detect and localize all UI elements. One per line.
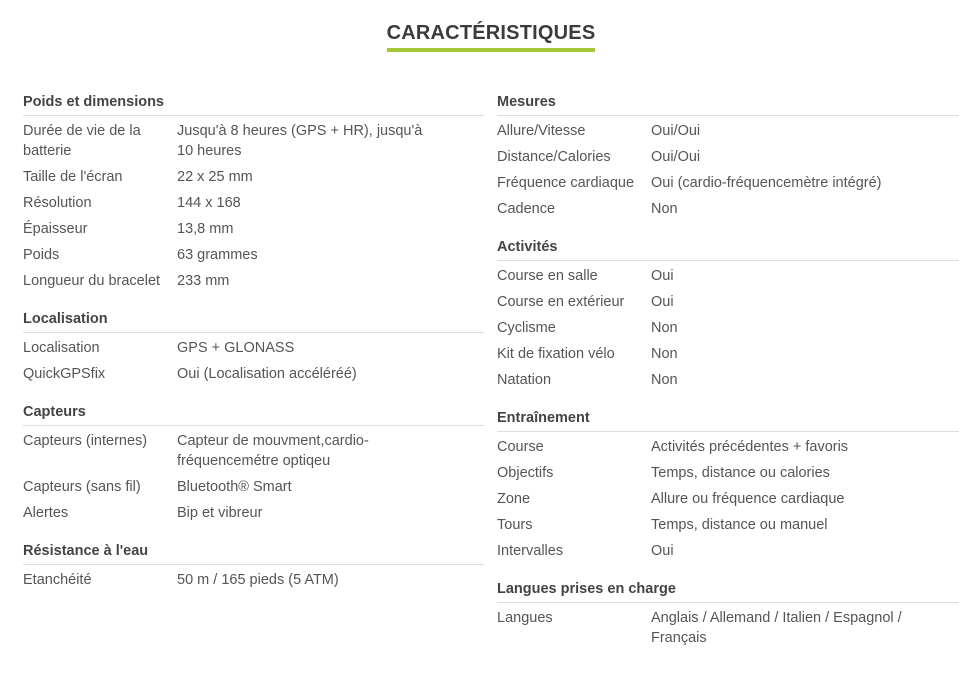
section-title: Capteurs	[23, 403, 484, 426]
spec-value: Anglais / Allemand / Italien / Espagnol / Français	[651, 610, 902, 646]
spec-row	[23, 428, 484, 474]
spec-label: Capteurs (internes)	[23, 433, 148, 449]
page-title-wrap	[0, 22, 959, 52]
left-spec-column	[23, 93, 484, 609]
spec-row	[23, 567, 484, 593]
spec-label: Tours	[497, 517, 533, 533]
spec-value: 144 x 168	[177, 195, 241, 211]
spec-section-capteurs	[23, 403, 484, 526]
spec-label: Allure/Vitesse	[497, 123, 586, 139]
spec-label: Distance/Calories	[497, 149, 611, 165]
spec-section-langues-prises-en-charge	[497, 580, 959, 651]
section-title: Entraînement	[497, 409, 959, 432]
section-title: Langues prises en charge	[497, 580, 959, 603]
spec-value: 233 mm	[177, 273, 230, 289]
spec-label: Cadence	[497, 201, 556, 217]
section-title: Localisation	[23, 310, 484, 333]
spec-label: Capteurs (sans fil)	[23, 479, 141, 495]
spec-section-mesures	[497, 93, 959, 222]
spec-label: Course	[497, 439, 544, 455]
spec-row	[497, 512, 959, 538]
right-spec-column	[497, 93, 959, 667]
spec-label: Durée de vie de la batterie	[23, 123, 141, 159]
spec-value: Oui (Localisation accéléréé)	[177, 366, 357, 382]
spec-value: Oui	[651, 294, 674, 310]
spec-label: Langues	[497, 610, 553, 626]
spec-label: Objectifs	[497, 465, 554, 481]
spec-value: Oui (cardio-fréquencemètre intégré)	[651, 175, 882, 191]
spec-label: Zone	[497, 491, 531, 507]
spec-value: 63 grammes	[177, 247, 258, 263]
spec-section-resistance-a-l-eau	[23, 542, 484, 593]
spec-label: QuickGPSfix	[23, 366, 106, 382]
section-title: Résistance à l'eau	[23, 542, 484, 565]
spec-label: Poids	[23, 247, 60, 263]
spec-row	[23, 164, 484, 190]
section-title: Mesures	[497, 93, 959, 116]
spec-row	[23, 190, 484, 216]
spec-value: Non	[651, 346, 678, 362]
page-title: CARACTÉRISTIQUES	[387, 22, 596, 52]
spec-value: 50 m / 165 pieds (5 ATM)	[177, 572, 339, 588]
spec-value: Bip et vibreur	[177, 505, 263, 521]
spec-value: Jusqu'à 8 heures (GPS + HR), jusqu'à 10 heures	[177, 123, 423, 159]
spec-value: Oui/Oui	[651, 123, 701, 139]
spec-value: Non	[651, 201, 678, 217]
spec-label: Résolution	[23, 195, 92, 211]
spec-value: Temps, distance ou calories	[651, 465, 830, 481]
spec-value: 13,8 mm	[177, 221, 234, 237]
spec-row	[23, 335, 484, 361]
spec-section-localisation	[23, 310, 484, 387]
spec-value: Oui	[651, 543, 674, 559]
spec-row	[23, 361, 484, 387]
spec-row	[23, 216, 484, 242]
spec-value: Oui/Oui	[651, 149, 701, 165]
spec-value: Non	[651, 320, 678, 336]
spec-row	[23, 268, 484, 294]
spec-row	[23, 474, 484, 500]
spec-row	[23, 242, 484, 268]
spec-section-poids-et-dimensions	[23, 93, 484, 294]
spec-row	[497, 315, 959, 341]
section-title: Activités	[497, 238, 959, 261]
spec-row	[497, 118, 959, 144]
spec-value: Oui	[651, 268, 674, 284]
spec-row	[497, 341, 959, 367]
spec-row	[23, 118, 484, 164]
section-title: Poids et dimensions	[23, 93, 484, 116]
spec-row	[497, 170, 959, 196]
spec-row	[497, 263, 959, 289]
spec-row	[497, 367, 959, 393]
spec-row	[497, 434, 959, 460]
spec-row	[497, 538, 959, 564]
spec-label: Intervalles	[497, 543, 564, 559]
spec-label: Natation	[497, 372, 552, 388]
spec-section-entrainement	[497, 409, 959, 564]
spec-label: Etanchéité	[23, 572, 92, 588]
spec-value: Temps, distance ou manuel	[651, 517, 828, 533]
spec-label: Longueur du bracelet	[23, 273, 161, 289]
spec-row	[497, 144, 959, 170]
spec-value: Bluetooth® Smart	[177, 479, 292, 495]
spec-row	[497, 460, 959, 486]
spec-value: GPS + GLONASS	[177, 340, 295, 356]
spec-label: Fréquence cardiaque	[497, 175, 635, 191]
spec-value: Capteur de mouvment,cardio-fréquencemétre optiqeu	[177, 433, 369, 469]
spec-row	[497, 486, 959, 512]
spec-value: Allure ou fréquence cardiaque	[651, 491, 845, 507]
spec-label: Épaisseur	[23, 221, 88, 237]
spec-value: Activités précédentes + favoris	[651, 439, 849, 455]
spec-value: Non	[651, 372, 678, 388]
spec-value: 22 x 25 mm	[177, 169, 253, 185]
spec-label: Alertes	[23, 505, 69, 521]
spec-label: Cyclisme	[497, 320, 556, 336]
spec-row	[497, 289, 959, 315]
spec-section-activites	[497, 238, 959, 393]
spec-label: Taille de l'écran	[23, 169, 123, 185]
spec-row	[23, 500, 484, 526]
spec-label: Course en salle	[497, 268, 598, 284]
spec-row	[497, 605, 959, 651]
spec-row	[497, 196, 959, 222]
spec-label: Course en extérieur	[497, 294, 625, 310]
spec-label: Localisation	[23, 340, 100, 356]
spec-label: Kit de fixation vélo	[497, 346, 615, 362]
